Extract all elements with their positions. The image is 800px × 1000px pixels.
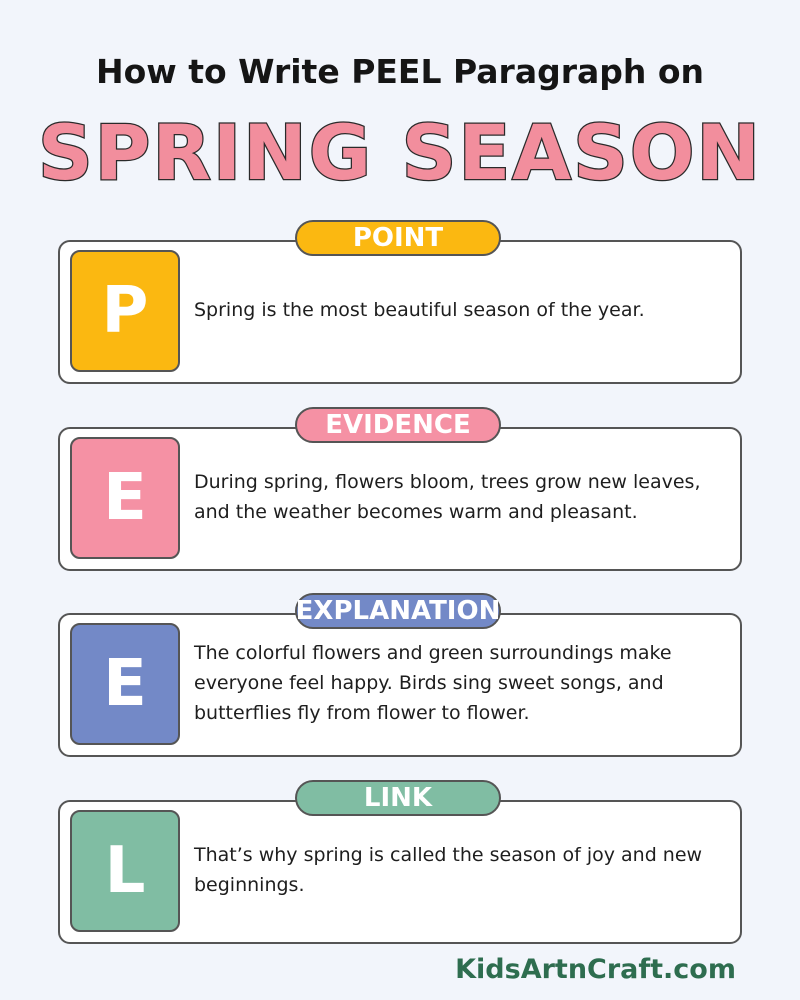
section-label-pill: LINK [295, 780, 501, 816]
section-label-pill: EVIDENCE [295, 407, 501, 443]
page-title-line1: How to Write PEEL Paragraph on [95, 52, 705, 91]
section-explanation [58, 596, 742, 757]
section-text: During spring, flowers bloom, trees grow new leaves, and the weather becomes warm and pleasant. [194, 471, 701, 523]
section-letter-badge: E [70, 623, 180, 745]
page-title-main: SPRING SEASON [37, 108, 763, 197]
section-letter-badge: L [70, 810, 180, 932]
section-text: The colorful flowers and green surroundings make everyone feel happy. Birds sing sweet songs, and butterflies fly from flower to flower. [194, 642, 672, 724]
section-letter-badge: P [70, 250, 180, 372]
section-evidence [58, 410, 742, 571]
section-label-pill: EXPLANATION [295, 593, 501, 629]
section-text: Spring is the most beautiful season of the year. [194, 299, 645, 321]
section-text: That’s why spring is called the season of joy and new beginnings. [194, 844, 703, 896]
footer-site-link[interactable]: KidsArtnCraft.com [455, 954, 736, 985]
section-label-pill: POINT [295, 220, 501, 256]
section-link [58, 783, 742, 944]
section-point [58, 223, 742, 384]
section-letter-badge: E [70, 437, 180, 559]
